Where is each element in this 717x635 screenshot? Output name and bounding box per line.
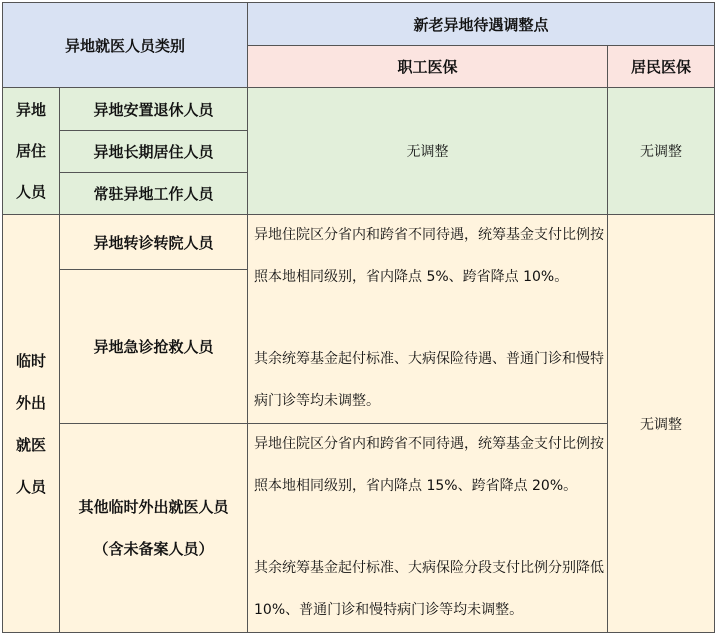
temporary-resident-change [607,214,715,633]
resident-title: 居民医保 [630,58,691,76]
employee-change-a-p2: 其余统筹基金起付标准、大病保险待遇、普通门诊和慢特病门诊等均未调整。 [254,351,604,409]
residing-subtype: 异地安置退休人员 [93,100,214,119]
employee-change-b-p2: 其余统筹基金起付标准、大病保险分段支付比例分别降低 10%、普通门诊和慢特病门诊等均未调整。 [254,560,604,618]
temporary-label-line: 临时 [15,351,46,370]
temporary-subtype: 其他临时外出就医人员 [78,498,229,516]
temporary-group-label [2,214,60,633]
residing-resident-change [607,87,715,215]
temporary-subtype: 异地转诊转院人员 [93,233,214,252]
residing-subtype: 异地长期居住人员 [93,143,214,161]
temporary-resident-change-text: 无调整 [640,416,682,433]
employee-change-a-p1: 异地住院区分省内和跨省不同待遇，统筹基金支付比例按照本地相同级别，省内降点 5%、跨省降点 10%。 [254,227,604,285]
residing-subtype: 常驻异地工作人员 [93,185,214,203]
residing-label-line: 异地 [15,100,46,119]
temporary-subtype-row [59,269,248,424]
residing-subtype-row [59,87,248,131]
changes-title: 新老异地待遇调整点 [413,15,549,34]
temporary-subtype-row [59,214,248,270]
header-category [2,2,248,88]
residing-label-line: 人员 [15,182,46,201]
residing-label-line: 居住 [15,141,46,160]
header-employee [247,45,608,88]
residing-employee-change [247,87,608,215]
temporary-subtype: 异地急诊抢救人员 [93,338,214,356]
residing-group-label [2,87,60,215]
temporary-label-line: 外出 [15,393,46,412]
employee-title: 职工医保 [397,58,458,76]
temporary-subtype-row [59,423,248,633]
temporary-subtype-note: （含未备案人员） [93,540,214,558]
residing-employee-change-text: 无调整 [406,144,449,160]
temporary-label-line: 就医 [15,435,46,454]
temporary-label-line: 人员 [15,477,46,496]
category-title: 异地就医人员类别 [64,36,185,55]
header-resident [607,45,715,88]
residing-subtype-row [59,172,248,215]
residing-resident-change-text: 无调整 [640,144,682,160]
residing-subtype-row [59,130,248,173]
employee-change-b-p1: 异地住院区分省内和跨省不同待遇，统筹基金支付比例按照本地相同级别，省内降点 15%、跨省降点 20%。 [254,436,604,494]
header-changes [247,2,715,46]
